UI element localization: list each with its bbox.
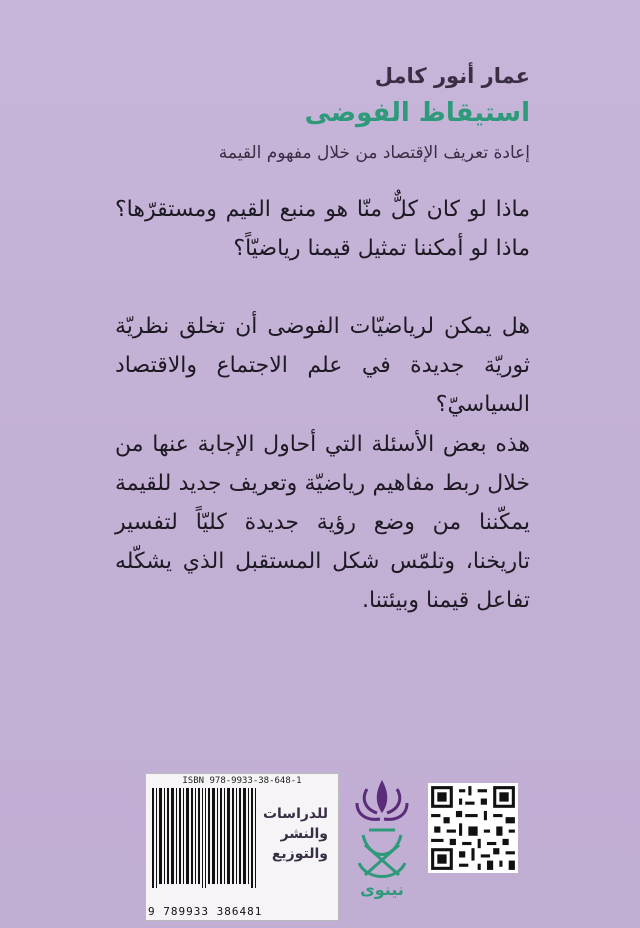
barcode-icon (150, 788, 260, 900)
qr-code-icon (428, 783, 518, 873)
blurb-paragraph-2: هل يمكن لرياضيّات الفوضى أن تخلق نظريّة ثوريّة جديدة في علم الاجتماع والاقتصاد السياسيّ؟ (115, 314, 530, 417)
publisher-line-2: والنشر (280, 826, 328, 842)
publisher-line-1: للدراسات (262, 806, 328, 822)
barcode-digits: 9 789933 386481 (148, 905, 263, 918)
book-title: استيقاظ الفوضى (304, 98, 530, 128)
publisher-tagline (263, 804, 328, 864)
blurb-paragraph-3: هذه بعض الأسئلة التي أحاول الإجابة عنها من خلال ربط مفاهيم رياضيّة وتعريف جديد للقيمة يمكّننا من وضع رؤية جديدة كليّاً لتفسير تاريخنا، وتلمّس شكل المستقبل الذي يشكّله تفاعل قيمنا وبيئتنا. (115, 432, 530, 613)
book-subtitle: إعادة تعريف الإقتصاد من خلال مفهوم القيمة (218, 143, 530, 163)
blurb-paragraph-1: ماذا لو كان كلٌّ منّا هو منبع القيم ومستقرّها؟ ماذا لو أمكننا تمثيل قيمنا رياضيّاً؟ (115, 197, 530, 261)
isbn-label: ISBN 978-9933-38-648-1 (182, 776, 302, 786)
publisher-line-3: والتوزيع (271, 846, 328, 862)
isbn-barcode-block (145, 773, 339, 921)
publisher-logo-label: نينوى (360, 880, 404, 899)
author-name: عمار أنور كامل (374, 64, 530, 88)
